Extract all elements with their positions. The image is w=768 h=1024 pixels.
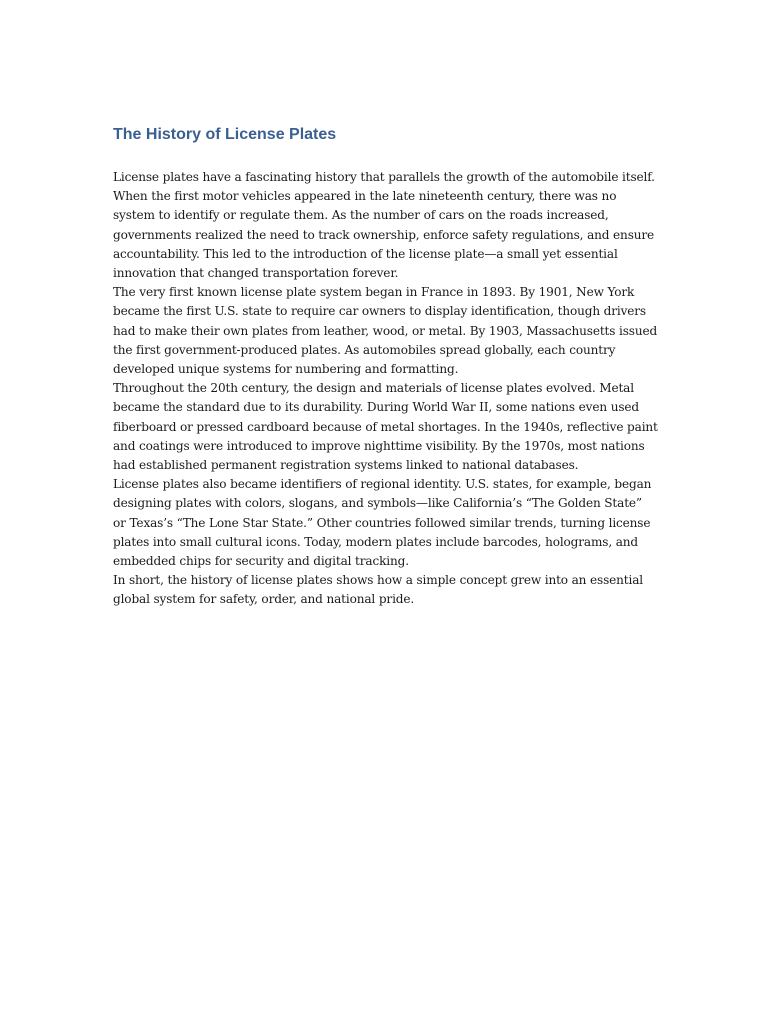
paragraph-regional-identity: License plates also became identifiers of regional identity. U.S. states, for example, began designing plates with colors, slogans, and symbols—like California’s “The Golden State” or Texas’s “The Lone Star State.” Other countries followed similar trends, turning license plates into small cultural icons. Today, modern plates include barcodes, holograms, and embedded chips for security and digital tracking. [113, 477, 652, 569]
paragraph-20th-century: Throughout the 20th century, the design and materials of license plates evolved. Metal became the standard due to its durability. During World War II, some nations even used fiberboard or pressed cardboard because of metal shortages. In the 1940s, reflective paint and coatings were introduced to improve nighttime visibility. By the 1970s, most nations had established permanent registration systems linked to national databases. [113, 381, 658, 473]
paragraph-conclusion: In short, the history of license plates shows how a simple concept grew into an essential global system for safety, order, and national pride. [113, 573, 643, 607]
document-title: The History of License Plates [113, 126, 337, 143]
document-page [113, 124, 658, 610]
paragraph-intro: License plates have a fascinating history that parallels the growth of the automobile itself. When the first motor vehicles appeared in the late nineteenth century, there was no system to identify or regulate them. As the number of cars on the roads increased, governments realized the need to track ownership, enforce safety regulations, and ensure accountability. This led to the introduction of the license plate—a small yet essential innovation that changed transportation forever. [113, 170, 655, 281]
paragraph-origins: The very first known license plate system began in France in 1893. By 1901, New York became the first U.S. state to require car owners to display identification, though drivers had to make their own plates from leather, wood, or metal. By 1903, Massachusetts issued the first government-produced plates. As automobiles spread globally, each country developed unique systems for numbering and formatting. [113, 285, 658, 377]
